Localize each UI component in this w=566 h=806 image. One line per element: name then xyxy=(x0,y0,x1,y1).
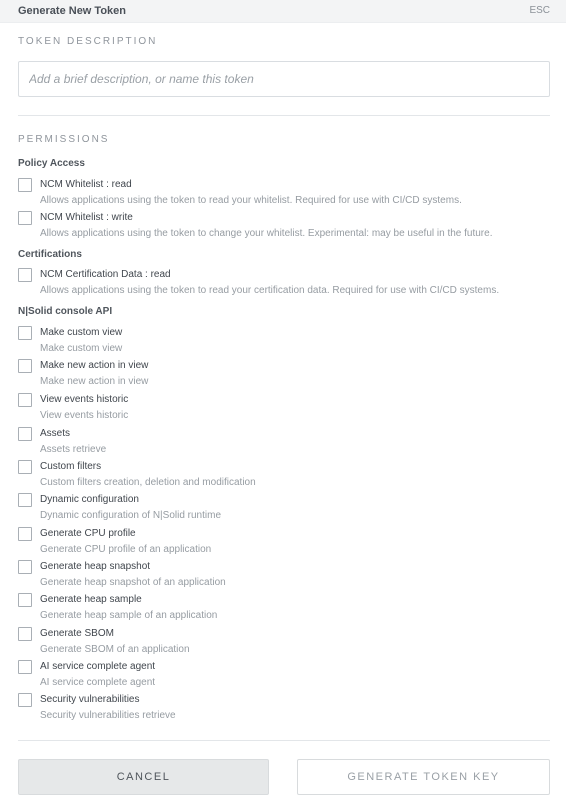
permission-label[interactable]: Custom filters xyxy=(40,461,102,472)
permission-label[interactable]: Generate SBOM xyxy=(40,628,114,639)
checkbox[interactable] xyxy=(18,627,32,641)
permission-label[interactable]: NCM Whitelist : read xyxy=(40,179,132,190)
permissions-label: PERMISSIONS xyxy=(18,134,110,145)
group-title-certifications: Certifications xyxy=(18,249,82,260)
permission-label[interactable]: Generate CPU profile xyxy=(40,528,136,539)
permission-generate-heap-snapshot xyxy=(18,560,550,590)
permission-description: View events historic xyxy=(40,410,129,421)
generate-token-key-button[interactable]: GENERATE TOKEN KEY xyxy=(297,759,550,795)
permission-description: AI service complete agent xyxy=(40,677,156,688)
permission-make-new-action-in-view xyxy=(18,359,550,389)
permission-label[interactable]: Make custom view xyxy=(40,327,123,338)
checkbox[interactable] xyxy=(18,660,32,674)
permission-label[interactable]: Dynamic configuration xyxy=(40,494,139,505)
permission-description: Allows applications using the token to read your certification data. Required for use with CI/CD systems. xyxy=(40,285,500,296)
permission-label[interactable]: Generate heap sample xyxy=(40,594,142,605)
permission-description: Assets retrieve xyxy=(40,444,107,455)
checkbox[interactable] xyxy=(18,178,32,192)
permission-ncm-whitelist-read xyxy=(18,178,550,208)
divider xyxy=(18,115,550,116)
group-title-policy-access: Policy Access xyxy=(18,158,85,169)
group-title-nsolid-console-api: N|Solid console API xyxy=(18,306,113,317)
permission-ncm-certification-read xyxy=(18,268,550,298)
permission-generate-cpu-profile xyxy=(18,527,550,557)
checkbox[interactable] xyxy=(18,427,32,441)
permission-label[interactable]: Make new action in view xyxy=(40,360,149,371)
permission-label[interactable]: View events historic xyxy=(40,394,129,405)
cancel-button[interactable]: CANCEL xyxy=(18,759,269,795)
permission-description: Security vulnerabilities retrieve xyxy=(40,710,176,721)
checkbox[interactable] xyxy=(18,326,32,340)
checkbox[interactable] xyxy=(18,527,32,541)
permission-generate-sbom xyxy=(18,627,550,657)
token-description-label: TOKEN DESCRIPTION xyxy=(18,36,158,47)
permission-ai-service-complete-agent xyxy=(18,660,550,690)
token-description-input[interactable] xyxy=(18,61,550,97)
permission-generate-heap-sample xyxy=(18,593,550,623)
modal-title: Generate New Token xyxy=(18,5,126,17)
permission-description: Generate CPU profile of an application xyxy=(40,544,212,555)
checkbox[interactable] xyxy=(18,693,32,707)
checkbox[interactable] xyxy=(18,359,32,373)
checkbox[interactable] xyxy=(18,560,32,574)
permission-description: Custom filters creation, deletion and modification xyxy=(40,477,256,488)
permission-description: Make custom view xyxy=(40,343,123,354)
permission-description: Dynamic configuration of N|Solid runtime xyxy=(40,510,222,521)
checkbox[interactable] xyxy=(18,268,32,282)
permission-ncm-whitelist-write xyxy=(18,211,550,241)
permission-custom-filters xyxy=(18,460,550,490)
permission-description: Generate SBOM of an application xyxy=(40,644,190,655)
permission-label[interactable]: NCM Certification Data : read xyxy=(40,269,171,280)
permission-security-vulnerabilities xyxy=(18,693,550,723)
permission-view-events-historic xyxy=(18,393,550,423)
permission-description: Generate heap sample of an application xyxy=(40,610,218,621)
permission-make-custom-view xyxy=(18,326,550,356)
checkbox[interactable] xyxy=(18,593,32,607)
permission-assets xyxy=(18,427,550,457)
permission-label[interactable]: Security vulnerabilities xyxy=(40,694,140,705)
permission-label[interactable]: AI service complete agent xyxy=(40,661,156,672)
permission-label[interactable]: NCM Whitelist : write xyxy=(40,212,133,223)
esc-close-button[interactable]: ESC xyxy=(529,5,550,16)
permission-dynamic-configuration xyxy=(18,493,550,523)
permission-description: Generate heap snapshot of an application xyxy=(40,577,226,588)
checkbox[interactable] xyxy=(18,393,32,407)
checkbox[interactable] xyxy=(18,460,32,474)
modal-header xyxy=(0,0,566,23)
permission-description: Allows applications using the token to read your whitelist. Required for use with CI/CD systems. xyxy=(40,195,462,206)
checkbox[interactable] xyxy=(18,493,32,507)
permission-description: Allows applications using the token to change your whitelist. Experimental: may be useful in the future. xyxy=(40,228,493,239)
permission-label[interactable]: Generate heap snapshot xyxy=(40,561,151,572)
permission-label[interactable]: Assets xyxy=(40,428,71,439)
divider xyxy=(18,740,550,741)
checkbox[interactable] xyxy=(18,211,32,225)
permission-description: Make new action in view xyxy=(40,376,149,387)
